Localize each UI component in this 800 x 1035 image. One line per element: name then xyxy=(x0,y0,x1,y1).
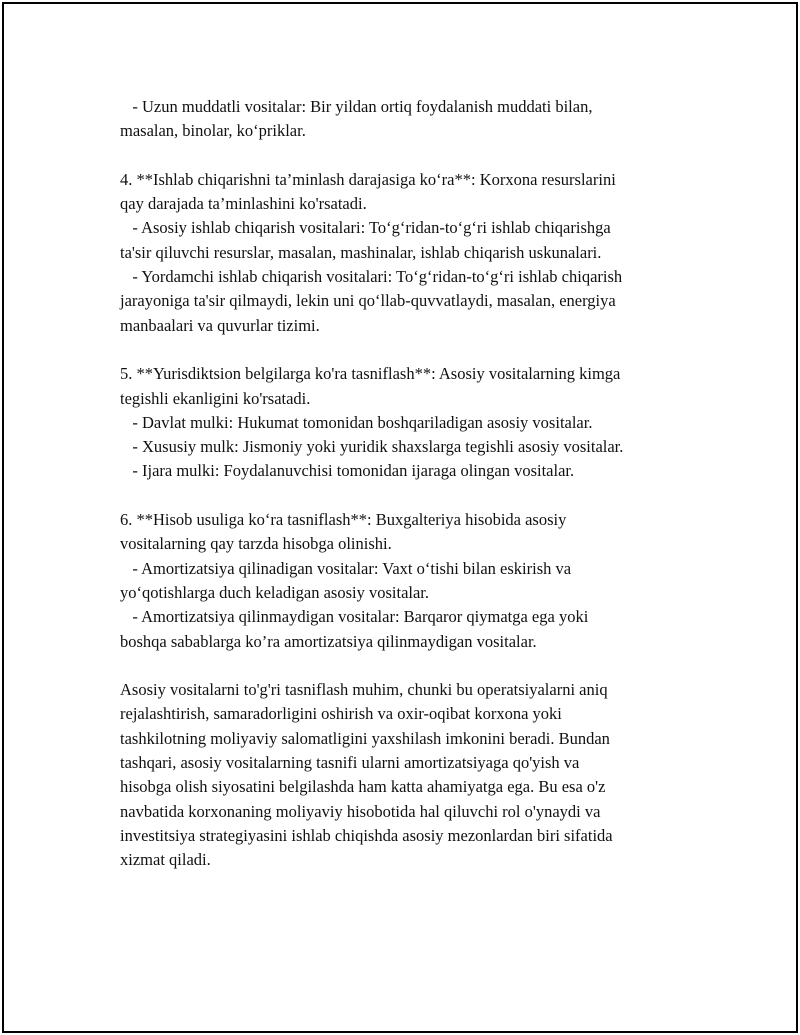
text-line: masalan, binolar, ko‘priklar. xyxy=(120,121,306,141)
text-line: - Yordamchi ishlab chiqarish vositalari: To‘g‘ridan-to‘g‘ri ishlab chiqarish xyxy=(120,267,623,287)
paragraph-gap xyxy=(120,144,700,168)
text-line: boshqa sabablarga ko’ra amortizatsiya qilinmaydigan vositalar. xyxy=(120,631,537,651)
text-line: 5. **Yurisdiktsion belgilarga ko'ra tasniflash**: Asosiy vositalarning kimga xyxy=(120,364,621,384)
text-line: - Ijara mulki: Foydalanuvchisi tomonidan ijaraga olingan vositalar. xyxy=(120,461,575,481)
document-page xyxy=(2,2,798,1033)
text-line: investitsiya strategiyasini ishlab chiqishda asosiy mezonlardan biri sifatida xyxy=(120,825,613,845)
text-line: vositalarning qay tarzda hisobga olinishi. xyxy=(120,534,392,554)
text-line: yo‘qotishlarga duch keladigan asosiy vositalar. xyxy=(120,582,430,602)
text-line: manbaalari va quvurlar tizimi. xyxy=(120,315,320,335)
paragraph-gap xyxy=(120,484,700,508)
text-line: - Asosiy ishlab chiqarish vositalari: To‘g‘ridan-to‘g‘ri ishlab chiqarishga xyxy=(120,218,611,238)
text-line: tashqari, asosiy vositalarning tasnifi ularni amortizatsiyaga qo'yish va xyxy=(120,753,580,773)
text-line: hisobga olish siyosatini belgilashda ham katta ahamiyatga ega. Bu esa o'z xyxy=(120,777,606,797)
paragraph-gap xyxy=(120,654,700,678)
paragraph-accounting-method xyxy=(120,508,700,654)
text-line: - Davlat mulki: Hukumat tomonidan boshqariladigan asosiy vositalar. xyxy=(120,412,593,432)
paragraph-gap xyxy=(120,338,700,362)
text-line: tegishli ekanligini ko'rsatadi. xyxy=(120,388,311,408)
text-line: ta'sir qiluvchi resurslar, masalan, mashinalar, ishlab chiqarish uskunalari. xyxy=(120,242,602,262)
text-line: - Xususiy mulk: Jismoniy yoki yuridik shaxslarga tegishli asosiy vositalar. xyxy=(120,437,624,457)
text-line: 4. **Ishlab chiqarishni ta’minlash darajasiga ko‘ra**: Korxona resurslarini xyxy=(120,169,616,189)
text-line: - Amortizatsiya qilinadigan vositalar: Vaxt o‘tishi bilan eskirish va xyxy=(120,558,572,578)
text-line: tashkilotning moliyaviy salomatligini yaxshilash imkonini beradi. Bundan xyxy=(120,728,610,748)
document-body xyxy=(120,95,700,873)
paragraph-jurisdiction xyxy=(120,362,700,483)
text-line: navbatida korxonaning moliyaviy hisobotida hal qiluvchi rol o'ynaydi va xyxy=(120,801,601,821)
text-line: jarayoniga ta'sir qilmaydi, lekin uni qo‘llab-quvvatlaydi, masalan, energiya xyxy=(120,291,616,311)
text-line: Asosiy vositalarni to'g'ri tasniflash muhim, chunki bu operatsiyalarni aniq xyxy=(120,680,608,700)
text-line: - Uzun muddatli vositalar: Bir yildan ortiq foydalanish muddati bilan, xyxy=(120,97,593,116)
paragraph-conclusion xyxy=(120,678,700,872)
paragraph-production-provision xyxy=(120,168,700,338)
text-line: 6. **Hisob usuliga ko‘ra tasniflash**: Buxgalteriya hisobida asosiy xyxy=(120,510,567,530)
paragraph-long-term-assets xyxy=(120,95,700,144)
text-line: xizmat qiladi. xyxy=(120,850,211,870)
text-line: rejalashtirish, samaradorligini oshirish va oxir-oqibat korxona yoki xyxy=(120,704,562,724)
text-line: - Amortizatsiya qilinmaydigan vositalar: Barqaror qiymatga ega yoki xyxy=(120,607,589,627)
text-line: qay darajada ta’minlashini ko'rsatadi. xyxy=(120,194,367,214)
